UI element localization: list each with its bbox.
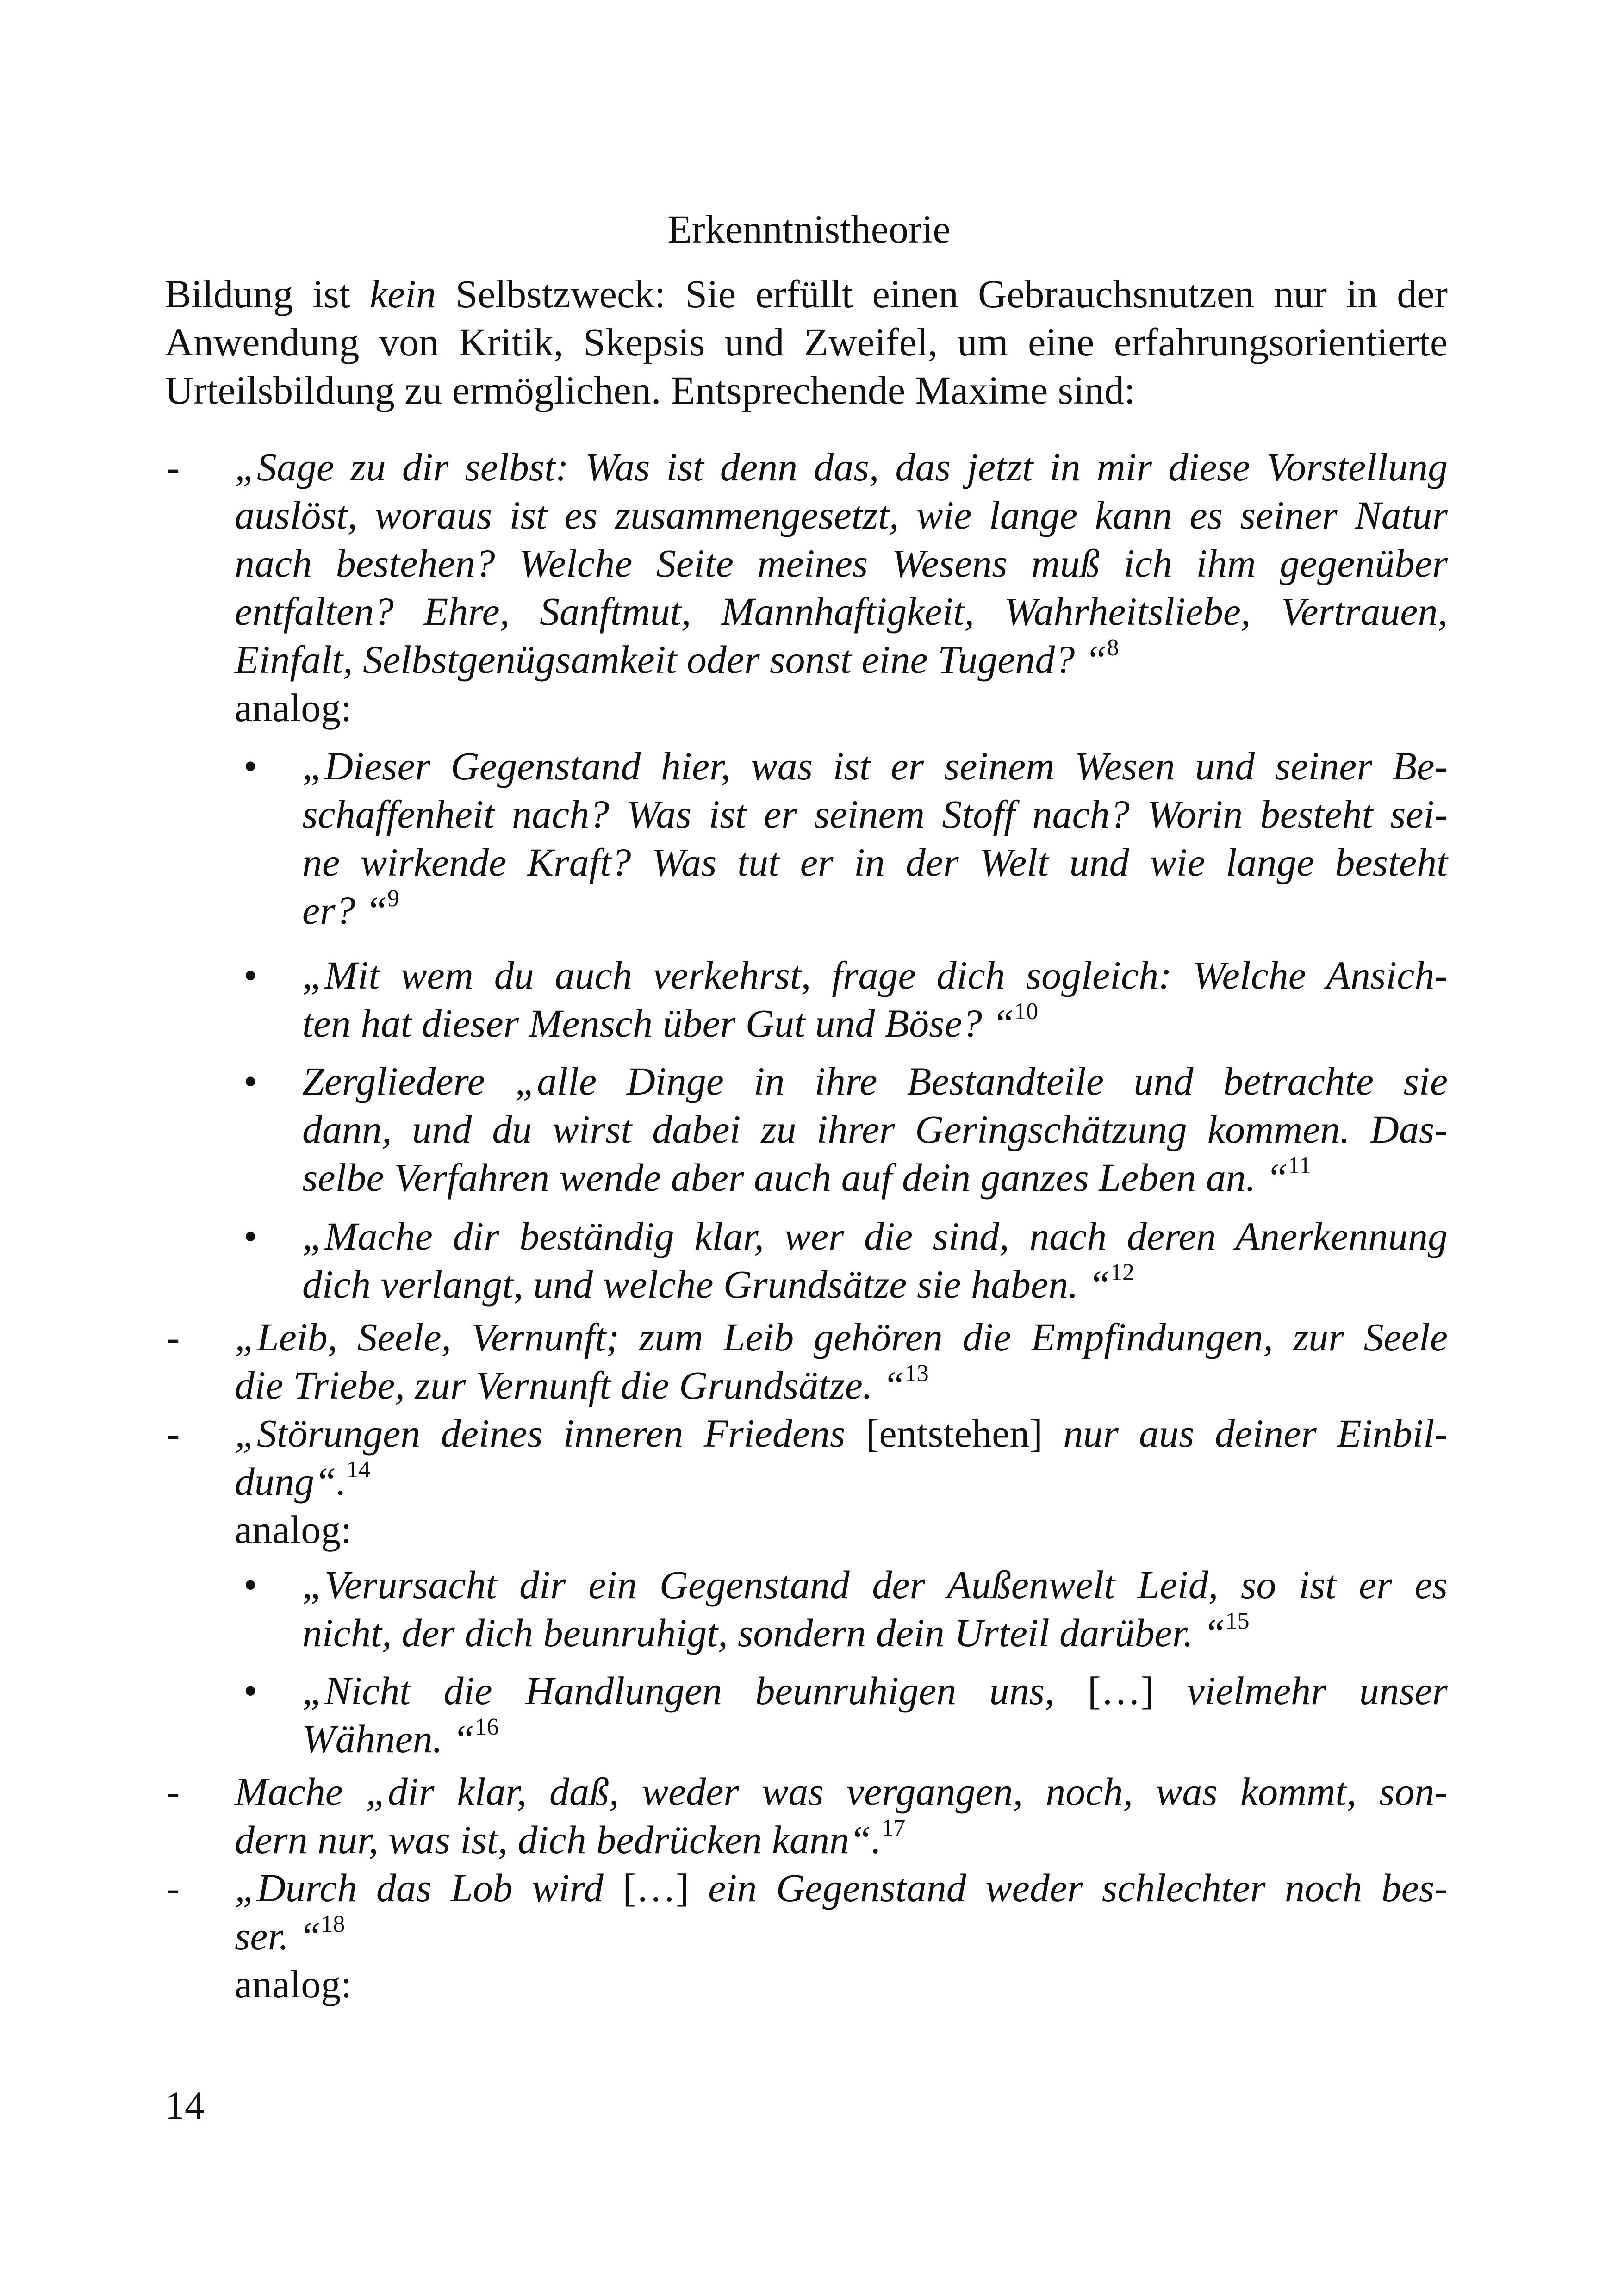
editorial-insertion: […]: [622, 1866, 689, 1910]
quote-line: „Leib, Seele, Vernunft; zum Leib gehören die Empfindungen, zur Seele: [235, 1315, 1448, 1359]
quote-line: „Dieser Gegenstand hier, was ist er seinem Wesen und seiner Be-: [302, 744, 1448, 788]
footnote-ref: 12: [1110, 1259, 1135, 1286]
footnote-ref: 18: [321, 1911, 345, 1938]
quote-line: Einfalt, Selbstgenügsamkeit oder sonst eine Tugend? “$^8$: [235, 635, 1119, 682]
footnote-ref: 11: [1288, 1152, 1311, 1179]
list-dash-marker: -: [166, 1315, 180, 1359]
footnote-ref: 17: [881, 1815, 906, 1842]
quote-line: die Triebe, zur Vernunft die Grundsätze. “$^{13}$: [235, 1360, 929, 1407]
footnote-ref: 8: [1107, 635, 1119, 661]
quote-line: „Störungen deines inneren Friedens [entstehen] nur aus deiner Einbil-: [235, 1411, 1448, 1456]
quote-line: „Durch das Lob wird […] ein Gegenstand weder schlechter noch bes-: [235, 1866, 1448, 1910]
list-bullet-marker: •: [243, 953, 258, 997]
analog-label: analog:: [235, 1962, 352, 2006]
quote-line: dich verlangt, und welche Grundsätze sie haben. “$^{12}$: [302, 1259, 1135, 1307]
list-bullet-marker: •: [243, 1562, 258, 1607]
quote-line: entfalten? Ehre, Sanftmut, Mannhaftigkeit, Wahrheitsliebe, Vertrauen,: [235, 589, 1448, 634]
quote-line: auslöst, woraus ist es zusammengesetzt, wie lange kann es seiner Natur: [235, 493, 1448, 537]
quote-line: „Mit wem du auch verkehrst, frage dich sogleich: Welche Ansich-: [302, 953, 1448, 997]
quote-line: ten hat dieser Mensch über Gut und Böse? “$^{10}$: [302, 998, 1039, 1045]
footnote-ref: 16: [474, 1714, 499, 1741]
quote-line: „Sage zu dir selbst: Was ist denn das, das jetzt in mir diese Vorstellung: [235, 445, 1448, 489]
intro-line: Bildung ist kein Selbstzweck: Sie erfüllt einen Gebrauchsnutzen nur in der: [165, 272, 1448, 316]
list-dash-marker: -: [166, 445, 180, 489]
quote-line: Zergliedere „alle Dinge in ihre Bestandteile und betrachte sie: [302, 1059, 1448, 1103]
page-number: 14: [165, 2083, 205, 2128]
quote-line: dern nur, was ist, dich bedrücken kann“.$^{17}$: [235, 1815, 906, 1862]
footnote-ref: 9: [387, 885, 399, 912]
quote-line: er? “$^9$: [302, 885, 399, 933]
footnote-ref: 10: [1014, 998, 1039, 1025]
quote-line: ne wirkende Kraft? Was tut er in der Welt und wie lange besteht: [302, 840, 1448, 884]
quote-line: nicht, der dich beunruhigt, sondern dein Urteil darüber. “$^{15}$: [302, 1608, 1250, 1655]
list-bullet-marker: •: [243, 744, 258, 788]
quote-line: „Verursacht dir ein Gegenstand der Außenwelt Leid, so ist er es: [302, 1562, 1448, 1607]
quote-line: Mache „dir klar, daß, weder was vergangen, noch, was kommt, son-: [235, 1769, 1448, 1814]
running-head: Erkenntnistheorie: [667, 207, 951, 251]
list-dash-marker: -: [166, 1866, 180, 1910]
quote-line: schaffenheit nach? Was ist er seinem Stoff nach? Worin besteht sei-: [302, 792, 1448, 836]
analog-label: analog:: [235, 685, 352, 730]
quote-line: selbe Verfahren wende aber auch auf dein ganzes Leben an. “$^{11}$: [302, 1152, 1311, 1200]
list-bullet-marker: •: [243, 1214, 258, 1258]
quote-line: Wähnen. “$^{16}$: [302, 1714, 499, 1761]
footnote-ref: 14: [346, 1456, 371, 1483]
quote-line: ser. “$^{18}$: [235, 1911, 345, 1958]
quote-line: nach bestehen? Welche Seite meines Wesens muß ich ihm gegenüber: [235, 541, 1448, 585]
footnote-ref: 15: [1225, 1608, 1250, 1635]
editorial-insertion: [entstehen]: [865, 1411, 1043, 1456]
list-dash-marker: -: [166, 1769, 180, 1814]
quote-line: „Mache dir beständig klar, wer die sind, nach deren Anerkennung: [302, 1214, 1448, 1258]
list-bullet-marker: •: [243, 1668, 258, 1713]
editorial-insertion: […]: [1087, 1668, 1154, 1713]
footnote-ref: 13: [904, 1360, 929, 1387]
list-bullet-marker: •: [243, 1059, 258, 1103]
quote-line: „Nicht die Handlungen beunruhigen uns, […] vielmehr unser: [302, 1668, 1448, 1713]
list-dash-marker: -: [166, 1411, 180, 1456]
analog-label: analog:: [235, 1507, 352, 1552]
intro-line: Urteilsbildung zu ermöglichen. Entsprechende Maxime sind:: [165, 368, 1135, 412]
quote-line: dung“.$^{14}$: [235, 1456, 371, 1504]
quote-line: dann, und du wirst dabei zu ihrer Geringschätzung kommen. Das-: [302, 1107, 1448, 1151]
intro-line: Anwendung von Kritik, Skepsis und Zweifel, um eine erfahrungsorientierte: [165, 320, 1448, 364]
